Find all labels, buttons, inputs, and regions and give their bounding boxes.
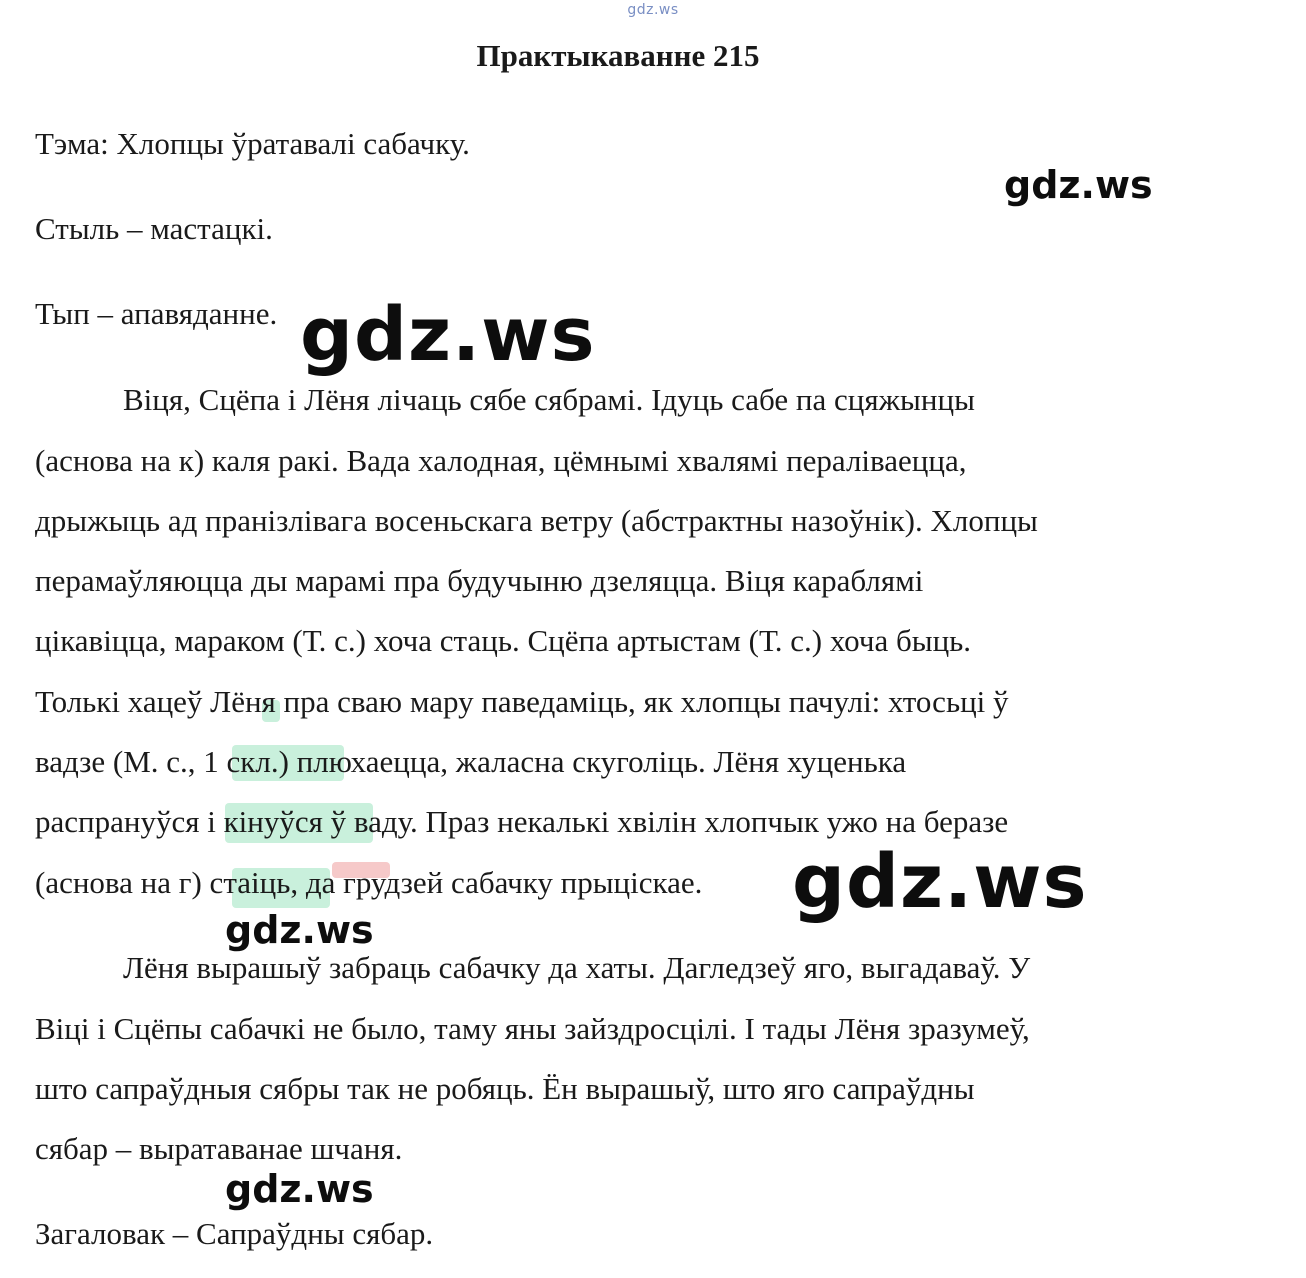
story-line: сябар – выратаванае шчаня. bbox=[35, 1131, 403, 1166]
story-line: Толькі хацеў Лёня пра сваю мару паведаміць, як хлопцы пачулі: хтосьці ў bbox=[35, 684, 1009, 719]
top-watermark: gdz.ws bbox=[627, 2, 679, 18]
watermark: gdz.ws bbox=[225, 1167, 374, 1211]
story-line: (аснова на г) стаіць, да грудзей сабачку прыціскае. bbox=[35, 865, 703, 900]
story-line: што сапраўдныя сябры так не робяць. Ён вырашыў, што яго сапраўдны bbox=[35, 1071, 975, 1106]
story-line: дрыжыць ад пранізлівага восеньскага ветру (абстрактны назоўнік). Хлопцы bbox=[35, 503, 1038, 538]
story-line: Віця, Сцёпа і Лёня лічаць сябе сябрамі. Ідуць сабе па сцяжынцы bbox=[123, 382, 975, 417]
watermark: gdz.ws bbox=[225, 908, 374, 952]
story-line: (аснова на к) каля ракі. Вада халодная, цёмнымі хвалямі пераліваецца, bbox=[35, 443, 967, 478]
title-conclusion-line: Загаловак – Сапраўдны сябар. bbox=[35, 1216, 434, 1251]
watermark: gdz.ws bbox=[300, 292, 596, 378]
watermark: gdz.ws bbox=[792, 839, 1088, 925]
watermark: gdz.ws bbox=[1004, 163, 1153, 207]
theme-line: Тэма: Хлопцы ўратавалі сабачку. bbox=[35, 126, 470, 161]
type-line: Тып – апавяданне. bbox=[35, 296, 278, 331]
style-line: Стыль – мастацкі. bbox=[35, 211, 273, 246]
story-line: Лёня вырашыў забраць сабачку да хаты. Дагледзеў яго, выгадаваў. У bbox=[123, 950, 1031, 985]
story-line: Віці і Сцёпы сабачкі не было, таму яны зайздросцілі. І тады Лёня зразумеў, bbox=[35, 1011, 1030, 1046]
story-line: перамаўляюцца ды марамі пра будучыню дзеляцца. Віця караблямі bbox=[35, 563, 924, 598]
story-line: цікавіцца, мараком (Т. с.) хоча стаць. Сцёпа артыстам (Т. с.) хоча быць. bbox=[35, 623, 972, 658]
page-title: Практыкаванне 215 bbox=[476, 38, 760, 73]
story-line: распрануўся і кінуўся ў ваду. Праз некалькі хвілін хлопчык ужо на беразе bbox=[35, 804, 1009, 839]
story-line: вадзе (М. с., 1 скл.) плюхаецца, жаласна скуголіць. Лёня хуценька bbox=[35, 744, 907, 779]
